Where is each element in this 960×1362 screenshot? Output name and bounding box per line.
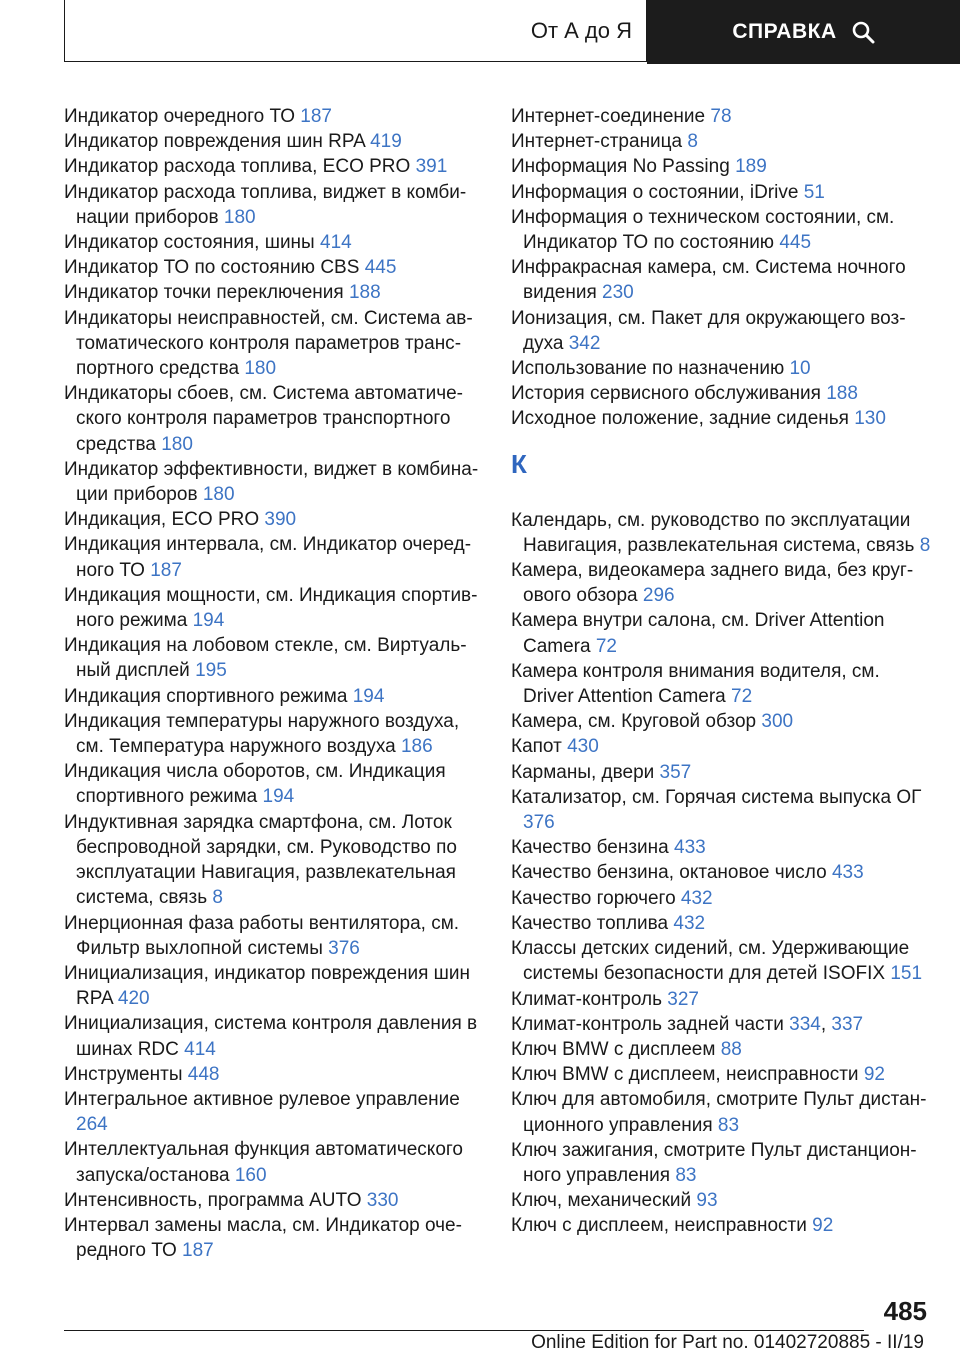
page-link[interactable]: 448 — [187, 1063, 220, 1085]
index-entry-text: Индуктивная зарядка смартфона, см. Лоток беспроводной зарядки, см. Руководство по эксплуатации Навигация, развлекательная система, связь — [64, 811, 458, 909]
index-entry — [64, 583, 484, 633]
index-entry — [511, 1062, 931, 1087]
index-entry — [511, 154, 931, 179]
index-entry — [64, 1137, 484, 1187]
page-link[interactable]: 334 — [789, 1013, 821, 1035]
index-entry-text: Информация о техническом состоянии, см. Индикатор ТО по состоянию — [511, 206, 895, 254]
page-link[interactable]: 180 — [202, 484, 235, 506]
index-entry — [64, 532, 484, 582]
index-entry — [511, 1213, 931, 1238]
index-entry-text: Индикатор очередного ТО — [64, 106, 295, 127]
index-entry — [64, 104, 484, 129]
page-link[interactable]: 357 — [659, 761, 692, 783]
index-entry-text: Ключ зажигания, смотрите Пульт дистанционного управления — [511, 1139, 917, 1186]
index-entry-text: История сервисного обслуживания — [511, 383, 821, 405]
page-link[interactable]: 194 — [192, 610, 225, 632]
index-entry-text: Индикация интервала, см. Индикатор очередного ТО — [64, 534, 472, 581]
index-entry-text: Интернет-страница — [511, 131, 683, 153]
page-link[interactable]: 432 — [680, 887, 713, 909]
index-entry — [64, 1062, 484, 1087]
index-entry — [511, 835, 931, 860]
page-link[interactable]: 390 — [264, 509, 297, 531]
section-letter-k: К — [511, 448, 527, 479]
tab-a-to-z[interactable] — [64, 0, 647, 62]
page-link[interactable]: 72 — [595, 635, 617, 657]
index-entry — [511, 709, 931, 734]
index-entry — [64, 255, 484, 280]
page-link[interactable]: 342 — [568, 332, 601, 354]
page-link[interactable]: 194 — [262, 786, 295, 808]
page-link[interactable]: 151 — [890, 963, 923, 985]
index-entry-text: Индикация, ECO PRO — [64, 509, 260, 531]
index-entry — [511, 381, 931, 406]
index-entry — [511, 760, 931, 785]
page-link[interactable]: 88 — [720, 1038, 742, 1060]
page-number: 485 — [883, 1296, 927, 1326]
index-entry — [64, 507, 484, 532]
page-link[interactable]: 180 — [244, 358, 277, 380]
page-link[interactable]: 93 — [696, 1190, 718, 1212]
index-entry-text: Климат-контроль — [511, 988, 662, 1010]
index-entry — [511, 860, 931, 885]
index-entry — [64, 911, 484, 961]
page-link[interactable]: 78 — [710, 106, 732, 127]
page-link[interactable]: 194 — [352, 685, 385, 707]
index-entry-text: Календарь, см. руководство по эксплуатации Навигация, развлекательная система, связь — [511, 509, 915, 556]
index-entry — [511, 608, 931, 658]
index-entry-text: Качество топлива — [511, 912, 669, 934]
page-link[interactable]: 376 — [328, 937, 360, 959]
page-link[interactable]: 83 — [717, 1114, 740, 1136]
index-entry — [511, 356, 931, 381]
header-tabs — [64, 0, 960, 64]
index-entry-text: Ключ с дисплеем, неисправности — [511, 1215, 807, 1237]
page-link[interactable]: 445 — [364, 257, 397, 279]
page-link[interactable]: 188 — [348, 282, 381, 304]
index-entry — [511, 558, 931, 608]
index-entry — [64, 759, 484, 809]
index-entry — [511, 911, 931, 936]
index-entry — [64, 129, 484, 154]
index-entry-text: Исходное положение, задние сиденья — [511, 408, 849, 430]
index-entry-text: Индикаторы сбоев, см. Система автоматического контроля параметров транспортного средства — [64, 383, 463, 455]
page-link[interactable]: 433 — [831, 862, 864, 884]
index-entry — [511, 886, 931, 911]
index-entry-text: Камера контроля внимания водителя, см. Driver Attention Camera — [511, 660, 880, 708]
index-entry-text: Инициализация, индикатор повреждения шин RPA — [64, 962, 470, 1010]
index-entry-text: Камера, см. Круговой обзор — [511, 711, 757, 733]
index-entry-text: Интервал замены масла, см. Индикатор очередного ТО — [64, 1214, 462, 1262]
index-entry-text: Информация о состоянии, iDrive — [511, 181, 799, 203]
index-entry — [64, 810, 484, 911]
page-link[interactable]: 420 — [117, 988, 150, 1010]
page-link[interactable]: 92 — [812, 1215, 834, 1237]
index-entry — [64, 633, 484, 683]
index-entry — [511, 255, 931, 305]
index-entry-text: Качество горючего — [511, 887, 676, 909]
index-entry-text: Капот — [511, 736, 562, 758]
index-entry-text: Индикатор ТО по состоянию CBS — [64, 257, 360, 279]
index-entry-text: Информация No Passing — [511, 156, 730, 178]
page-link[interactable]: 230 — [602, 282, 634, 304]
page-link[interactable]: 8 — [687, 131, 698, 153]
page-link[interactable]: 264 — [76, 1114, 108, 1136]
index-entry-text: Индикация на лобовом стекле, см. Виртуальный дисплей — [64, 635, 467, 682]
page-link[interactable]: 187 — [182, 1240, 214, 1262]
index-entry — [511, 104, 931, 129]
index-entry — [511, 936, 931, 986]
index-entry — [64, 180, 484, 230]
index-entry-text: Индикатор расхода топлива, виджет в комбинации приборов — [64, 181, 467, 228]
index-entry-text: Индикация спортивного режима — [64, 685, 348, 707]
index-entry — [64, 230, 484, 255]
page-link[interactable]: 414 — [184, 1038, 216, 1060]
page-link[interactable]: 337 — [831, 1013, 864, 1035]
index-entry-text: Камера внутри салона, см. Driver Attention Camera — [511, 610, 885, 657]
index-entry-text: Качество бензина, октановое число — [511, 862, 827, 884]
index-entry — [64, 457, 484, 507]
page-link[interactable]: 445 — [779, 232, 812, 254]
index-group-k — [511, 508, 931, 1239]
index-entry-text: Индикация мощности, см. Индикация спортивного режима — [64, 584, 478, 632]
page-link[interactable]: 376 — [523, 812, 555, 834]
page-link[interactable]: 130 — [854, 408, 886, 430]
index-entry-text: Камера, видеокамера заднего вида, без кругового обзора — [511, 560, 914, 607]
index-entry — [511, 205, 931, 255]
index-entry — [511, 1138, 931, 1188]
index-entry — [511, 406, 931, 431]
tab-help[interactable] — [647, 0, 960, 64]
page-link[interactable]: 419 — [370, 131, 402, 153]
tab-a-to-z-label: От А до Я — [530, 17, 632, 43]
page-link[interactable]: 296 — [642, 585, 675, 607]
page-link[interactable]: 433 — [674, 837, 706, 859]
page-link[interactable]: 8 — [919, 534, 931, 556]
index-entry — [64, 280, 484, 305]
index-entry — [64, 1213, 484, 1263]
page-link[interactable]: 189 — [735, 156, 767, 178]
index-entry-text: Инерционная фаза работы вентилятора, см. Фильтр выхлопной системы — [64, 912, 460, 959]
index-entry — [511, 129, 931, 154]
index-entry-text: Интенсивность, программа AUTO — [64, 1189, 362, 1211]
index-entry-text: Карманы, двери — [511, 761, 655, 783]
page-link[interactable]: 430 — [567, 736, 599, 758]
index-entry-text: Ключ для автомобиля, смотрите Пульт дистанционного управления — [511, 1089, 927, 1136]
index-entry — [511, 1087, 931, 1137]
index-group-i — [511, 104, 931, 432]
index-entry-text: Ионизация, см. Пакет для окружающего воздуха — [511, 307, 906, 354]
index-entry — [511, 659, 931, 709]
index-entry — [64, 154, 484, 179]
page-link[interactable]: 180 — [161, 433, 193, 455]
index-entry-text: Инициализация, система контроля давления в шинах RDC — [64, 1013, 478, 1060]
index-entry — [511, 987, 931, 1012]
index-entry-text: Классы детских сидений, см. Удерживающие системы безопасности для детей ISOFIX — [511, 938, 910, 985]
page-link[interactable]: 83 — [675, 1164, 697, 1186]
page-link[interactable]: 327 — [667, 988, 699, 1010]
index-entry — [511, 785, 931, 835]
index-entry-text: Индикаторы неисправностей, см. Система автоматического контроля параметров транспортного средства — [64, 307, 473, 380]
index-entry — [64, 684, 484, 709]
index-entry — [511, 1188, 931, 1213]
index-entry — [64, 1188, 484, 1213]
index-entry-text: Индикатор точки переключения — [64, 282, 344, 304]
index-entry-text: Ключ BMW с дисплеем, неисправности — [511, 1064, 859, 1086]
page-link[interactable]: 195 — [195, 660, 227, 682]
page-link[interactable]: 51 — [803, 181, 825, 203]
page-link[interactable]: 391 — [415, 156, 448, 178]
index-entry-text: Интернет-соединение — [511, 106, 706, 127]
index-entry — [64, 709, 484, 759]
page-link[interactable]: 414 — [320, 232, 352, 254]
page-link[interactable]: 10 — [789, 358, 811, 380]
page-link[interactable]: 160 — [234, 1164, 267, 1186]
page-link[interactable]: 188 — [826, 383, 858, 405]
footer-divider — [64, 1330, 864, 1331]
index-entry-text: Инфракрасная камера, см. Система ночного видения — [511, 257, 906, 304]
search-icon — [851, 20, 875, 44]
page-link[interactable]: 8 — [212, 887, 223, 909]
page-link[interactable]: 186 — [400, 736, 433, 758]
index-column-left — [64, 104, 484, 1263]
index-entry-text: Индикатор повреждения шин RPA — [64, 131, 365, 153]
page-link[interactable]: 187 — [300, 106, 332, 127]
index-entry — [511, 1037, 931, 1062]
index-entry — [511, 734, 931, 759]
index-entry-text: Катализатор, см. Горячая система выпуска ОГ — [511, 786, 922, 808]
page-link[interactable]: 180 — [223, 206, 256, 228]
index-entry — [64, 1087, 484, 1137]
index-column-right — [511, 104, 931, 1239]
page-link[interactable]: 300 — [761, 711, 794, 733]
page-link[interactable]: 72 — [731, 686, 753, 708]
page-link[interactable]: 330 — [366, 1189, 399, 1211]
index-entry-text: Интегральное активное рулевое управление — [64, 1088, 460, 1110]
index-entry — [64, 961, 484, 1011]
index-entry-text: Индикация числа оборотов, см. Индикация спортивного режима — [64, 761, 446, 808]
index-entry-text: Качество бензина — [511, 837, 669, 859]
index-entry-text: Индикатор расхода топлива, ECO PRO — [64, 156, 411, 178]
index-entry — [64, 381, 484, 457]
index-entry-text: Ключ, механический — [511, 1190, 692, 1212]
index-entry-text: Ключ BMW с дисплеем — [511, 1038, 716, 1060]
index-entry-text: Использование по назначению — [511, 358, 785, 380]
index-entry-text: Климат-контроль задней части — [511, 1013, 784, 1035]
page-link[interactable]: 187 — [150, 559, 182, 581]
index-entry: Климат-контроль задней части 334, 337 — [511, 1013, 864, 1035]
index-entry — [511, 306, 931, 356]
index-entry — [64, 306, 484, 382]
tab-help-label: СПРАВКА — [732, 20, 837, 43]
index-entry — [511, 508, 931, 558]
index-entry-text: Интеллектуальная функция автоматического запуска/останова — [64, 1139, 463, 1186]
index-entry — [511, 180, 931, 205]
index-entry-text: Индикация температуры наружного воздуха, см. Температура наружного воздуха — [64, 710, 460, 758]
page-link[interactable]: 92 — [863, 1064, 885, 1086]
index-entry — [64, 1011, 484, 1061]
index-entry-text: Индикатор эффективности, виджет в комбинации приборов — [64, 458, 479, 506]
page-link[interactable]: 432 — [673, 912, 706, 934]
footer-edition: Online Edition for Part no. 01402720885 - II/19 — [531, 1332, 924, 1353]
index-entry-text: Инструменты — [64, 1063, 183, 1085]
index-entry-text: Индикатор состояния, шины — [64, 232, 315, 254]
